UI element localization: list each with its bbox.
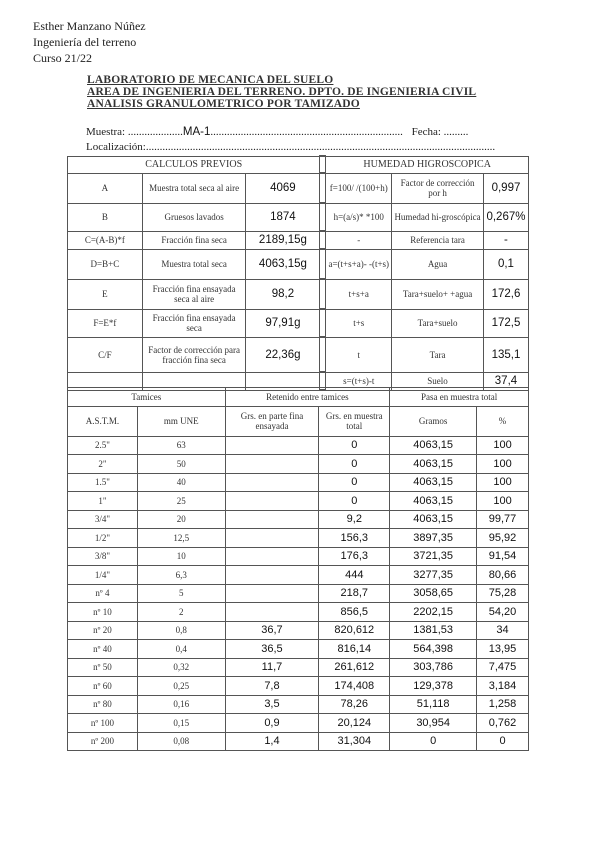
tamiz-gr-parte <box>225 584 319 603</box>
tamiz-gr-parte: 36,7 <box>225 621 319 640</box>
tamiz-pct: 34 <box>477 621 529 640</box>
date-label: Fecha: ......... <box>411 126 469 138</box>
tamiz-astm: nº 80 <box>68 695 138 714</box>
calculos-rows <box>68 173 529 390</box>
hum-formula: a=(t+s+a)- -(t+s) <box>326 249 392 279</box>
calc-value: 4063,15g <box>246 249 320 279</box>
calculos-row <box>68 249 529 279</box>
calc-value: 4069 <box>246 173 320 203</box>
tamiz-gr-total: 444 <box>319 566 390 585</box>
calculos-row <box>68 231 529 249</box>
tamiz-row <box>68 658 529 677</box>
calc-value: 22,36g <box>246 337 320 372</box>
tamiz-gr-total: 20,124 <box>319 714 390 733</box>
hum-formula: f=100/ /(100+h) <box>326 173 392 203</box>
author-name: Esther Manzano Núñez <box>33 19 146 33</box>
tamiz-gr-parte: 0,9 <box>225 714 319 733</box>
tamiz-une: 0,08 <box>137 732 225 751</box>
tamiz-gramos: 3277,35 <box>390 566 477 585</box>
hum-formula: t+s+a <box>326 279 392 309</box>
tamiz-gr-total: 176,3 <box>319 547 390 566</box>
retenido-header: Retenido entre tamices <box>225 388 390 407</box>
calc-value: 98,2 <box>246 279 320 309</box>
tamiz-une: 0,15 <box>137 714 225 733</box>
tamiz-astm: 1.5" <box>68 473 138 492</box>
tamiz-gramos: 564,398 <box>390 640 477 659</box>
pct-header: % <box>477 406 529 436</box>
tamiz-gr-total: 0 <box>319 473 390 492</box>
tamiz-row <box>68 695 529 714</box>
tamiz-pct: 99,77 <box>477 510 529 529</box>
sample-label: Muestra: .................... <box>86 126 183 138</box>
gr-total-header: Grs. en muestra total <box>319 406 390 436</box>
hum-desc: Referencia tara <box>392 231 484 249</box>
tamiz-gr-parte <box>225 455 319 474</box>
calc-desc: Fracción fina ensayada seca al aire <box>142 279 246 309</box>
hum-value: 172,6 <box>483 279 528 309</box>
tamiz-astm: 3/8" <box>68 547 138 566</box>
tamiz-gramos: 4063,15 <box>390 510 477 529</box>
tamiz-row <box>68 566 529 585</box>
tamiz-une: 63 <box>137 436 225 455</box>
gr-parte-header: Grs. en parte fina ensayada <box>225 406 319 436</box>
tamiz-astm: nº 40 <box>68 640 138 659</box>
calc-code: E <box>68 279 143 309</box>
calculos-table <box>67 155 529 391</box>
tamiz-row <box>68 492 529 511</box>
calc-code: F=E*f <box>68 309 143 337</box>
sample-line <box>86 126 468 138</box>
tamiz-row <box>68 677 529 696</box>
tamiz-gr-parte: 11,7 <box>225 658 319 677</box>
hum-desc: Suelo <box>392 372 484 390</box>
tamiz-une: 0,25 <box>137 677 225 696</box>
tamiz-pct: 100 <box>477 473 529 492</box>
tamiz-une: 6,3 <box>137 566 225 585</box>
tamiz-astm: nº 50 <box>68 658 138 677</box>
tamiz-astm: nº 4 <box>68 584 138 603</box>
tamiz-gr-parte <box>225 473 319 492</box>
calculos-title: CALCULOS PREVIOS <box>68 156 320 173</box>
tamiz-row <box>68 473 529 492</box>
hum-value: 172,5 <box>483 309 528 337</box>
subject-name: Ingeniería del terreno <box>33 35 137 49</box>
hum-desc: Agua <box>392 249 484 279</box>
hum-value: 0,267% <box>483 203 528 231</box>
tamiz-astm: 1/4" <box>68 566 138 585</box>
tamiz-pct: 100 <box>477 492 529 511</box>
tamiz-row <box>68 603 529 622</box>
tamiz-une: 50 <box>137 455 225 474</box>
tamiz-une: 12,5 <box>137 529 225 548</box>
tamiz-pct: 54,20 <box>477 603 529 622</box>
tamiz-une: 25 <box>137 492 225 511</box>
tamiz-une: 0,8 <box>137 621 225 640</box>
course-label: Curso 21/22 <box>33 51 93 65</box>
tamiz-gramos: 2202,15 <box>390 603 477 622</box>
tamiz-une: 10 <box>137 547 225 566</box>
hum-formula: t <box>326 337 392 372</box>
tamiz-gr-parte: 36,5 <box>225 640 319 659</box>
hum-formula: s=(t+s)-t <box>326 372 392 390</box>
hum-desc: Humedad hi-groscópica <box>392 203 484 231</box>
tamiz-astm: nº 200 <box>68 732 138 751</box>
astm-header: A.S.T.M. <box>68 406 138 436</box>
tamiz-pct: 100 <box>477 455 529 474</box>
tamiz-gr-parte <box>225 436 319 455</box>
tamiz-astm: nº 10 <box>68 603 138 622</box>
tamiz-gr-total: 156,3 <box>319 529 390 548</box>
tamiz-gr-total: 9,2 <box>319 510 390 529</box>
hum-formula: - <box>326 231 392 249</box>
area-title: AREA DE INGENIERIA DEL TERRENO. DPTO. DE INGENIERIA CIVIL <box>87 86 477 98</box>
calc-code: C/F <box>68 337 143 372</box>
hum-desc: Tara+suelo <box>392 309 484 337</box>
pasa-header: Pasa en muestra total <box>390 388 529 407</box>
tamices-table <box>67 387 529 751</box>
tamices-header: Tamices <box>68 388 226 407</box>
hum-value: 135,1 <box>483 337 528 372</box>
tamiz-pct: 91,54 <box>477 547 529 566</box>
calculos-row <box>68 309 529 337</box>
tamiz-pct: 0 <box>477 732 529 751</box>
tamiz-astm: nº 20 <box>68 621 138 640</box>
tamiz-row <box>68 436 529 455</box>
tamiz-pct: 100 <box>477 436 529 455</box>
tamiz-gramos: 0 <box>390 732 477 751</box>
tamiz-pct: 1,258 <box>477 695 529 714</box>
calc-value: 2189,15g <box>246 231 320 249</box>
tamiz-gramos: 30,954 <box>390 714 477 733</box>
tamiz-gr-parte <box>225 566 319 585</box>
sample-value: MA-1 <box>182 126 211 138</box>
tamiz-pct: 95,92 <box>477 529 529 548</box>
calculos-row <box>68 203 529 231</box>
calc-desc: Muestra total seca <box>142 249 246 279</box>
calc-desc: Muestra total seca al aire <box>142 173 246 203</box>
calc-desc: Fracción fina ensayada seca <box>142 309 246 337</box>
tamiz-une: 0,32 <box>137 658 225 677</box>
tamiz-row <box>68 455 529 474</box>
tamiz-gr-parte: 3,5 <box>225 695 319 714</box>
calc-desc: Factor de corrección para fracción fina seca <box>142 337 246 372</box>
tamiz-gramos: 4063,15 <box>390 436 477 455</box>
tamiz-gr-parte <box>225 510 319 529</box>
tamiz-gramos: 1381,53 <box>390 621 477 640</box>
tamiz-pct: 7,475 <box>477 658 529 677</box>
tamiz-row <box>68 529 529 548</box>
tamiz-gr-total: 856,5 <box>319 603 390 622</box>
tamiz-gramos: 4063,15 <box>390 473 477 492</box>
location-line <box>86 141 516 153</box>
calculos-row <box>68 337 529 372</box>
une-header: mm UNE <box>137 406 225 436</box>
tamiz-astm: 1/2" <box>68 529 138 548</box>
tamiz-pct: 3,184 <box>477 677 529 696</box>
hum-value: 37,4 <box>483 372 528 390</box>
calculos-row <box>68 173 529 203</box>
calc-code: B <box>68 203 143 231</box>
tamiz-gr-parte <box>225 547 319 566</box>
tamiz-pct: 80,66 <box>477 566 529 585</box>
hum-formula: t+s <box>326 309 392 337</box>
tamiz-gr-parte <box>225 492 319 511</box>
tamiz-gramos: 51,118 <box>390 695 477 714</box>
tamiz-astm: 1" <box>68 492 138 511</box>
tamiz-une: 2 <box>137 603 225 622</box>
tamiz-astm: 3/4" <box>68 510 138 529</box>
calc-code: D=B+C <box>68 249 143 279</box>
tamiz-astm: nº 100 <box>68 714 138 733</box>
tamiz-pct: 0,762 <box>477 714 529 733</box>
tamiz-row <box>68 621 529 640</box>
hum-value: 0,1 <box>483 249 528 279</box>
tamiz-gramos: 4063,15 <box>390 492 477 511</box>
hum-value: - <box>483 231 528 249</box>
tamiz-row <box>68 732 529 751</box>
tamiz-row <box>68 714 529 733</box>
tamiz-row <box>68 584 529 603</box>
tamiz-pct: 75,28 <box>477 584 529 603</box>
tamiz-gramos: 3721,35 <box>390 547 477 566</box>
hum-desc: Tara <box>392 337 484 372</box>
hum-desc: Factor de corrección por h <box>392 173 484 203</box>
hum-formula: h=(a/s)* *100 <box>326 203 392 231</box>
tamiz-gr-parte <box>225 529 319 548</box>
tamiz-gr-parte: 7,8 <box>225 677 319 696</box>
hum-value: 0,997 <box>483 173 528 203</box>
tamiz-gramos: 303,786 <box>390 658 477 677</box>
lab-title: LABORATORIO DE MECANICA DEL SUELO <box>87 74 334 86</box>
calc-value: 1874 <box>246 203 320 231</box>
tamiz-gramos: 4063,15 <box>390 455 477 474</box>
tamices-rows <box>68 436 529 751</box>
tamiz-pct: 13,95 <box>477 640 529 659</box>
tamiz-gr-total: 261,612 <box>319 658 390 677</box>
tamiz-une: 20 <box>137 510 225 529</box>
analysis-title: ANALISIS GRANULOMETRICO POR TAMIZADO <box>87 98 360 110</box>
tamiz-astm: nº 60 <box>68 677 138 696</box>
tamiz-gr-total: 31,304 <box>319 732 390 751</box>
tamiz-astm: 2" <box>68 455 138 474</box>
calculos-row <box>68 279 529 309</box>
tamiz-gramos: 3058,65 <box>390 584 477 603</box>
calc-value: 97,91g <box>246 309 320 337</box>
tamiz-une: 5 <box>137 584 225 603</box>
humedad-title: HUMEDAD HIGROSCOPICA <box>326 156 529 173</box>
tamiz-une: 0,16 <box>137 695 225 714</box>
tamiz-row <box>68 547 529 566</box>
hum-desc: Tara+suelo+ +agua <box>392 279 484 309</box>
tamiz-gr-total: 0 <box>319 436 390 455</box>
tamiz-row <box>68 510 529 529</box>
calc-desc: Gruesos lavados <box>142 203 246 231</box>
tamiz-row <box>68 640 529 659</box>
location-label: Localización: <box>86 141 146 153</box>
calc-desc: Fracción fina seca <box>142 231 246 249</box>
tamiz-gr-total: 78,26 <box>319 695 390 714</box>
tamiz-gr-parte <box>225 603 319 622</box>
tamiz-gr-parte: 1,4 <box>225 732 319 751</box>
tamiz-astm: 2.5" <box>68 436 138 455</box>
tamiz-gr-total: 0 <box>319 455 390 474</box>
tamiz-gr-total: 174,408 <box>319 677 390 696</box>
calc-code: C=(A-B)*f <box>68 231 143 249</box>
sample-dots: ...................................................................... <box>210 126 403 138</box>
tamiz-gr-total: 820,612 <box>319 621 390 640</box>
tamiz-gr-total: 218,7 <box>319 584 390 603</box>
tamiz-gr-total: 816,14 <box>319 640 390 659</box>
calc-code: A <box>68 173 143 203</box>
tamiz-une: 40 <box>137 473 225 492</box>
tamiz-gr-total: 0 <box>319 492 390 511</box>
tamiz-gramos: 3897,35 <box>390 529 477 548</box>
gramos-header: Gramos <box>390 406 477 436</box>
tamiz-gramos: 129,378 <box>390 677 477 696</box>
location-dots: ............................................................................................................................... <box>145 141 496 153</box>
tamiz-une: 0,4 <box>137 640 225 659</box>
